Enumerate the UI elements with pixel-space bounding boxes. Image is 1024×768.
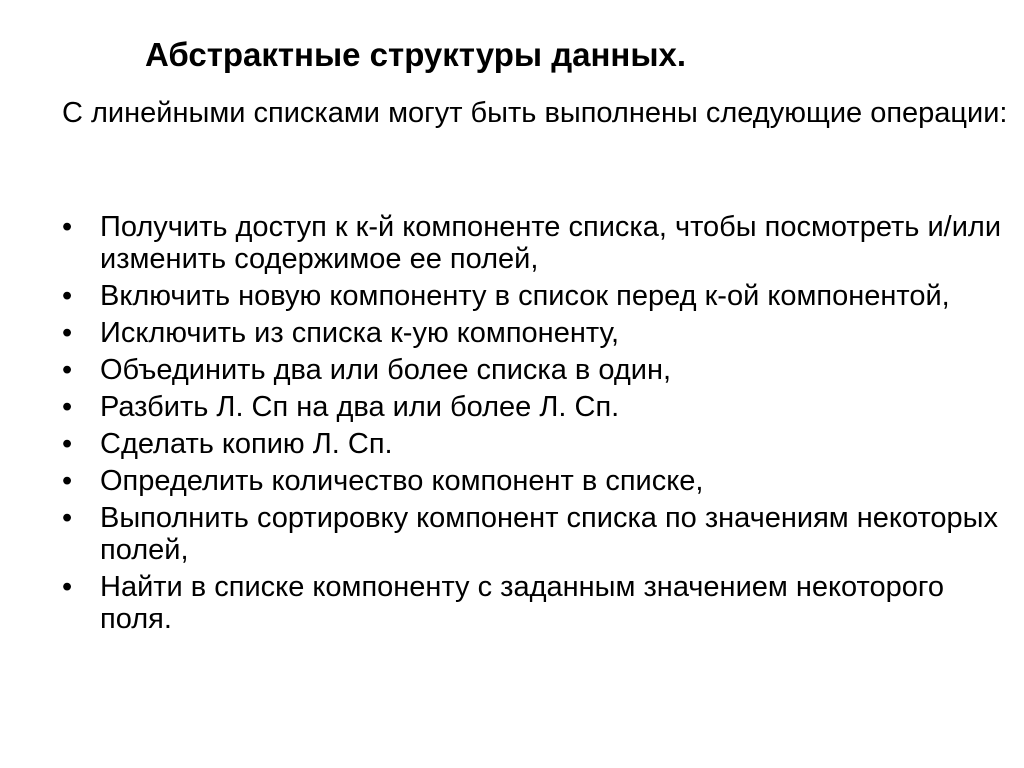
bullet-icon: • bbox=[62, 428, 73, 460]
list-item-text: Получить доступ к к-й компоненте списка, чтобы посмотреть и/или изменить содержимое ее полей, bbox=[100, 211, 1002, 275]
list-item-text: Включить новую компоненту в список перед к-ой компонентой, bbox=[100, 280, 950, 312]
list-item bbox=[62, 571, 1012, 635]
list-item bbox=[62, 391, 1012, 423]
list-item-text: Найти в списке компоненту с заданным значением некоторого поля. bbox=[100, 571, 944, 635]
bullet-icon: • bbox=[62, 571, 73, 603]
list-item bbox=[62, 428, 1012, 460]
list-item bbox=[62, 354, 1012, 386]
list-item-text: Исключить из списка к-ую компоненту, bbox=[100, 317, 620, 349]
list-item bbox=[62, 465, 1012, 497]
bullet-icon: • bbox=[62, 465, 73, 497]
list-item-text: Выполнить сортировку компонент списка по значениям некоторых полей, bbox=[100, 502, 998, 566]
list-item bbox=[62, 502, 1012, 566]
intro-text: С линейными списками могут быть выполнены следующие операции: bbox=[62, 97, 1008, 129]
list-item bbox=[62, 211, 1012, 275]
list-item-text: Определить количество компонент в списке, bbox=[100, 465, 704, 497]
operations-list bbox=[62, 211, 1012, 640]
list-item-text: Объединить два или более списка в один, bbox=[100, 354, 672, 386]
list-item bbox=[62, 317, 1012, 349]
slide-title: Абстрактные структуры данных. bbox=[145, 36, 687, 73]
bullet-icon: • bbox=[62, 211, 73, 243]
bullet-icon: • bbox=[62, 502, 73, 534]
bullet-icon: • bbox=[62, 317, 73, 349]
list-item bbox=[62, 280, 1012, 312]
list-item-text: Разбить Л. Сп на два или более Л. Сп. bbox=[100, 391, 620, 423]
bullet-icon: • bbox=[62, 391, 73, 423]
bullet-icon: • bbox=[62, 354, 73, 386]
list-item-text: Сделать копию Л. Сп. bbox=[100, 428, 393, 460]
bullet-icon: • bbox=[62, 280, 73, 312]
